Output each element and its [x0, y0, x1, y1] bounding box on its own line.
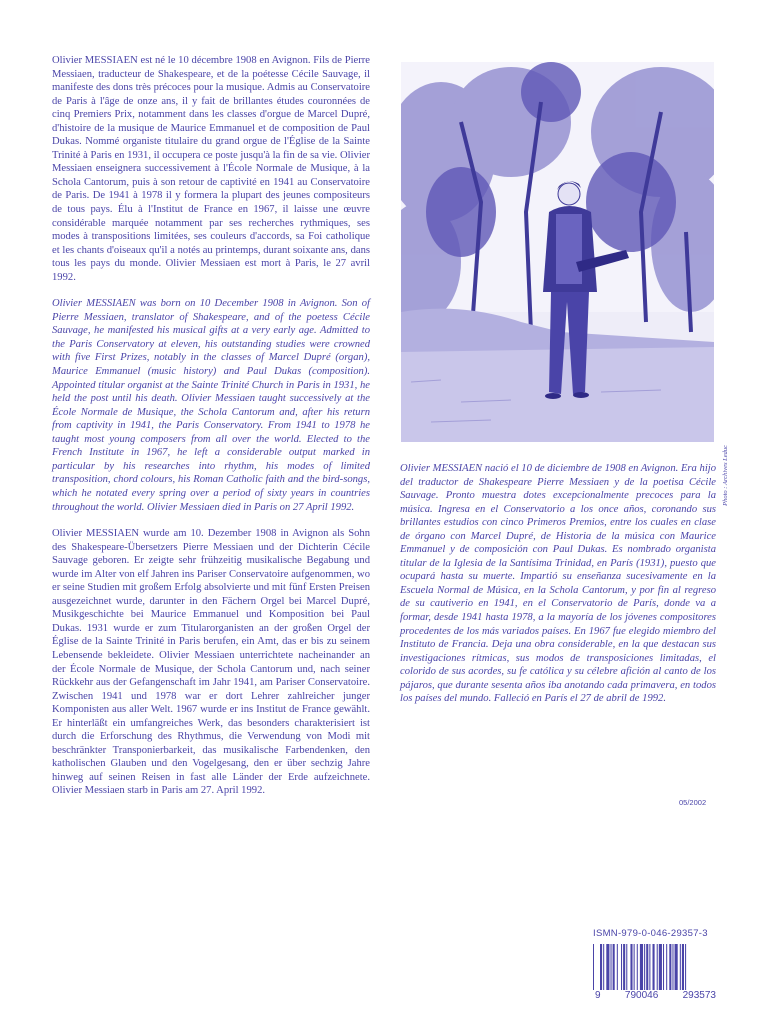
biography-french: Olivier MESSIAEN est né le 10 décembre 1908 en Avignon. Fils de Pierre Messiaen, traducteur de Shakespeare, et de la poétesse Cécile Sauvage, il manifeste des dons très précoces pour la musique. Admis au Conservatoire de Paris à l'âge de onze ans, il y fait de brillantes études couronnées de cinq Premiers Prix, notamment dans les classes d'orgue de Marcel Dupré, d'histoire de la musique de Maurice Emmanuel et de composition de Paul Dukas. Nommé organiste titulaire du grand orgue de l'Église de la Sainte Trinité à Paris en 1931, il occupera ce poste jusqu'à la fin de sa vie. Olivier Messiaen enseignera successivement à l'École Normale de Musique, à la Schola Cantorum, puis à son retour de captivité en 1941 au Conservatoire de Paris. De 1941 à 1978 il y formera la plupart des jeunes compositeurs de tous pays. Élu à l'Institut de France en 1967, il laisse une œuvre considérable marquée notamment par ses recherches rythmiques, ses modes à transpositions limitées, ses couleurs d'accords, sa Foi catholique et les chants d'oiseaux qu'il a notés au printemps, durant soixante ans, dans tous les pays du monde. Olivier Messiaen est mort à Paris, le 27 avril 1992. [52, 55, 370, 283]
ismn-number: ISMN-979-0-046-29357-3 [593, 928, 708, 939]
left-column [52, 54, 370, 811]
composer-photo [401, 62, 714, 442]
edition-date: 05/2002 [679, 798, 707, 807]
photo-credit: Photo : Archives Leduc [722, 445, 729, 506]
right-column [400, 462, 716, 719]
biography-german: Olivier MESSIAEN wurde am 10. Dezember 1908 in Avignon als Sohn des Shakespeare-Übersetzers Pierre Messiaen und der Dichterin Cécile Sauvage geboren. Er zeigte sehr frühzeitig musikalische Begabung und wurde im Alter von elf Jahren ins Pariser Conservatoire aufgenommen, wo er seine Studien mit großem Erfolg absolvierte und mit fünf Ersten Preisen ausgezeichnet wurde, darunter in den Fächern Orgel bei Marcel Dupré, Musikgeschichte bei Maurice Emmanuel und Komposition bei Paul Dukas. 1931 wurde er zum Titularorganisten an der großen Orgel der Église de la Sainte Trinité in Paris berufen, ein Amt, das er bis zu seinem Lebensende bekleidete. Olivier Messiaen unterrichtete nacheinander an der École Normale de Musique, der Schola Cantorum und, nach seiner Rückkehr aus der Gefangenschaft im Jahr 1941, am Pariser Conservatoire. Zwischen 1941 und 1978 war er dort Lehrer zahlreicher junger Komponisten aus aller Welt. 1967 wurde er ins Institut de France gewählt. Er hinterläßt ein umfangreiches Werk, das besonders charakterisiert ist durch die Erforschung des Rhythmus, die Verwendung von Modi mit beschränkter Transponierbarkeit, das musikalische Farbendenken, den katholischen Glauben und den Vogelgesang, den er über sechzig Jahre hinweg auf seinen Reisen in fast alle Länder der Erde aufzeichnete. Olivier Messiaen starb in Paris am 27. April 1992. [52, 528, 370, 797]
barcode-digits-group-2: 293573 [682, 990, 716, 1001]
biography-english: Olivier MESSIAEN was born on 10 December 1908 in Avignon. Son of Pierre Messiaen, translator of Shakespeare, and of the poetess Cécile Sauvage, he manifested his musical gifts at a very early age. Admitted to the Paris Conservatory at eleven, his outstanding studies were crowned with five First Prizes, notably in the classes of Marcel Dupré (organ), Maurice Emmanuel (music history) and Paul Dukas (composition). Appointed titular organist at the Sainte Trinité Church in Paris in 1931, he held the post until his death. Olivier Messiaen taught successively at the École Normale de Musique, the Schola Cantorum and, after his return from captivity in 1941, the Paris Conservatory. From 1941 to 1978 he taught most young composers from all over the world. Elected to the French Institute in 1967, he left a considerable output marked in particular by his researches into rhythm, his modes of limited transposition, chord colours, his Roman Catholic faith and the bird-songs, which he notated every spring over a period of sixty years in countries throughout the world. Olivier Messiaen died in Paris on 27 April 1992. [52, 298, 370, 513]
biography-spanish: Olivier MESSIAEN nació el 10 de diciembre de 1908 en Avignon. Era hijo del traductor de Shakespeare Pierre Messiaen y de la poetisa Cécile Sauvage. Pronto muestra dotes excepcionalmente precoces para la música. Ingresa en el Conservatorio a los once años, coronando sus brillantes estudios con cinco Primeros Premios, entre los cuales en clase de órgano con Marcel Dupré, de Historia de la música con Maurice Emmanuel y de composición con Paul Dukas. Es nombrado organista titular de la Iglesia de la Santísima Trinidad, en París (1931), puesto que ocupará hasta su muerte. Impartió su enseñanza sucesivamente en la Escuela Normal de Música, en la Schola Cantorum, y por fin al regreso de su cautiverio en 1941, en el Conservatorio de París, donde va a formar, desde 1941 hasta 1978, a la mayoría de los jóvenes compositores procedentes de los más variados países. En 1967 fue elegido miembro del Instituto de Francia. Deja una obra considerable, en la que destacan sus investigaciones rítmicas, sus modos de transposiciones limitadas, el colorido de sus acordes, su fe católica y su célebre afición al canto de los pájaros, que durante sesenta años iba anotando cada primavera, en todos los países del mundo. Falleció en París el 27 de abril de 1992. [400, 463, 716, 705]
composer-photo-image [401, 62, 714, 442]
barcode-digit-lead: 9 [595, 990, 601, 1001]
barcode-digits-group-1: 790046 [624, 990, 659, 1001]
barcode-digits [593, 990, 718, 1002]
